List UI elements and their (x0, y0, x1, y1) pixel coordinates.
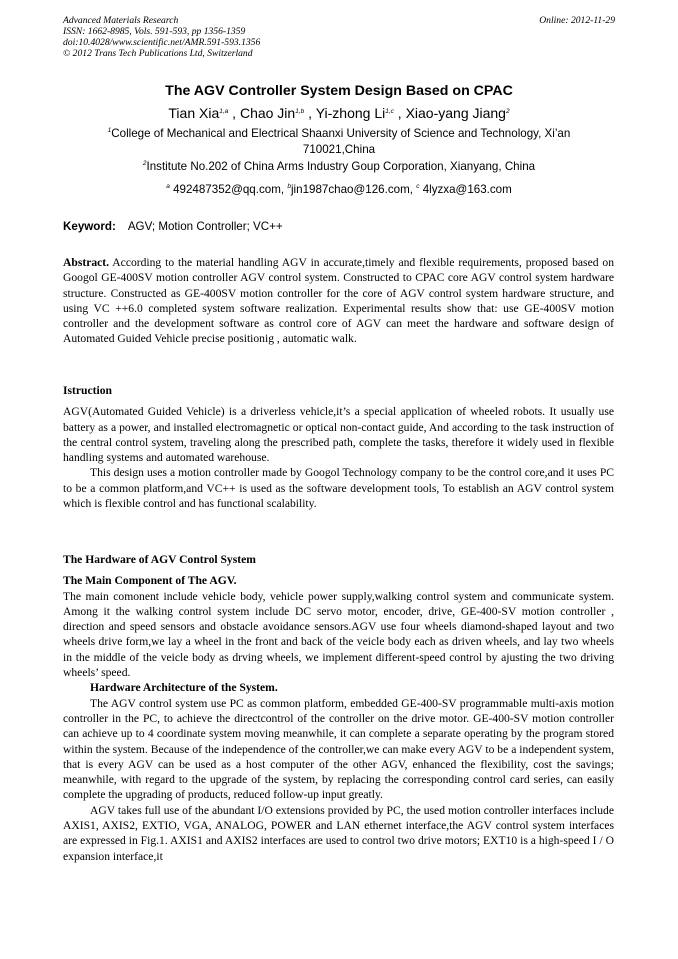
keywords-text: AGV; Motion Controller; VC++ (127, 220, 283, 233)
affiliation-line: Institute No.202 of China Arms Industry Goup Corporation, Xianyang, China (146, 160, 536, 173)
affiliation-line: 710021,China (302, 142, 376, 156)
affiliation-2 (63, 159, 615, 175)
doi-line: doi:10.4028/www.scientific.net/AMR.591-593.1356 (63, 37, 261, 48)
email-address: 4lyzxa@163.com (422, 183, 512, 196)
affiliation-sup: 2 (142, 160, 147, 167)
subsection-heading: The Main Component of The AGV. (63, 574, 237, 588)
issn-line: ISSN: 1662-8985, Vols. 591-593, pp 1356-1359 (63, 26, 246, 37)
copyright-line: © 2012 Trans Tech Publications Ltd, Switzerland (63, 48, 253, 59)
author-name: Tian Xia (168, 105, 220, 121)
email-address: 492487352@qq.com, (173, 183, 285, 196)
introduction-section (63, 383, 614, 511)
email-list (63, 182, 615, 198)
keywords-label: Keyword: (63, 220, 116, 233)
paper-title: The AGV Controller System Design Based on CPAC (165, 83, 513, 99)
subsection-heading: Hardware Architecture of the System. (90, 681, 278, 695)
paragraph: AGV takes full use of the abundant I/O extensions provided by PC, the used motion controller interfaces include AXIS1, AXIS2, EXTIO, VGA, ANALOG, POWER and LAN ethernet interface,the AGV control system interfaces are expressed in Fig.1. AXIS1 and AXIS2 interfaces are used to control two drive motors; EXT10 is a high-speed I / O expansion interface,it (63, 803, 614, 863)
keywords (63, 220, 283, 233)
paragraph: The AGV control system use PC as common platform, embedded GE-400-SV programmable multi-axis motion controller in the PC, to achieve the directcontrol of the controller on the drive motor. GE-400-SV motion controller can achieve up to 4 coordinate system moving meanwhile, it can complete a separate operating by the program stored within the system. Because of the independence of the controller,we can make every AGV to be a independent system, that is every AGV can be used as a host computer of the other AGV, enhanced the flexibility, cost the savings; meanwhile, with regard to the upgrade of the system, by replacing the corresponding control card series, can easily complete the upgrading of products, reduced follow-up input greatly. (63, 696, 614, 802)
author-name: Yi-zhong Li (315, 105, 386, 121)
abstract-label: Abstract. (63, 256, 110, 269)
paragraph: AGV(Automated Guided Vehicle) is a driverless vehicle,it’s a special application of wheeled robots. It usually use battery as a power, and installed electromagnetic or optical non-contact guide, And according to the task instruction of the central control system, traveling along the prescribed path, complete the tasks, therefore it widely used in flexible handling systems and automated warehouse. (63, 405, 614, 465)
hardware-section (63, 552, 614, 864)
email-sup: b (287, 183, 291, 190)
abstract (63, 255, 614, 347)
paragraph: This design uses a motion controller made by Googol Technology company to be the control core,and it uses PC to be a common platform,and VC++ is used as the software development tools, To establish an AGV control system which is flexible control and has functional scalability. (63, 466, 614, 511)
online-date: Online: 2012-11-29 (539, 15, 615, 26)
author-sup: 1,c (385, 108, 394, 115)
author-sup: 2 (505, 108, 510, 115)
email-address: jin1987chao@126.com, (290, 183, 413, 196)
author-sup: 1,b (295, 108, 305, 115)
journal-header (63, 15, 260, 59)
paragraph: The main comonent include vehicle body, vehicle power supply,walking control system and communicate system. Among it the walking control system include DC servo motor, encoder, drive, GE-400-SV motion controller , direction and speed sensors and obstacle avoidance sensors.AGV use four wheels diamond-shaped layout and two wheels drive form,we lay a wheel in the front and back of the veicle body each as driven wheels, and lay two wheels in the middle of the veicle body as drving wheels, we implement different-speed control by ajusting the two driving wheels’ speed. (63, 589, 614, 680)
section-heading: Istruction (63, 384, 112, 397)
section-heading: The Hardware of AGV Control System (63, 553, 256, 566)
journal-name: Advanced Materials Research (63, 15, 179, 26)
affiliation-line: College of Mechanical and Electrical Shaanxi University of Science and Technology, Xi’an (111, 127, 571, 140)
affiliation-sup: 1 (107, 127, 112, 134)
affiliation-1 (63, 126, 615, 157)
author-sup: 1,a (219, 108, 229, 115)
email-sup: a (166, 183, 170, 190)
abstract-text: According to the material handling AGV in accurate,timely and flexible requirements, proposed based on Googol GE-400SV motion controller AGV control system. Constructed to CPAC core AGV control system hardware structure. Constructed as GE-400SV motion controller for the core of AGV control system hardware structure, and using VC ++6.0 completed system software realization. Experimental results show that: use GE-400SV motion controller and the development software as control core of AGV can meet the hardware and software design of Automated Guided Vehicle precise positionig , automatic walk. (63, 256, 614, 346)
author-name: Chao Jin (239, 105, 296, 121)
author-list: Tian Xia$^{1,a}$ , Chao Jin$^{1,b}$ , Yi-zhong Li$^{1,c}$ , Xiao-yang Jiang$^2$ (168, 105, 510, 121)
author-name: Xiao-yang Jiang (405, 105, 506, 121)
email-sup: c (416, 183, 420, 190)
